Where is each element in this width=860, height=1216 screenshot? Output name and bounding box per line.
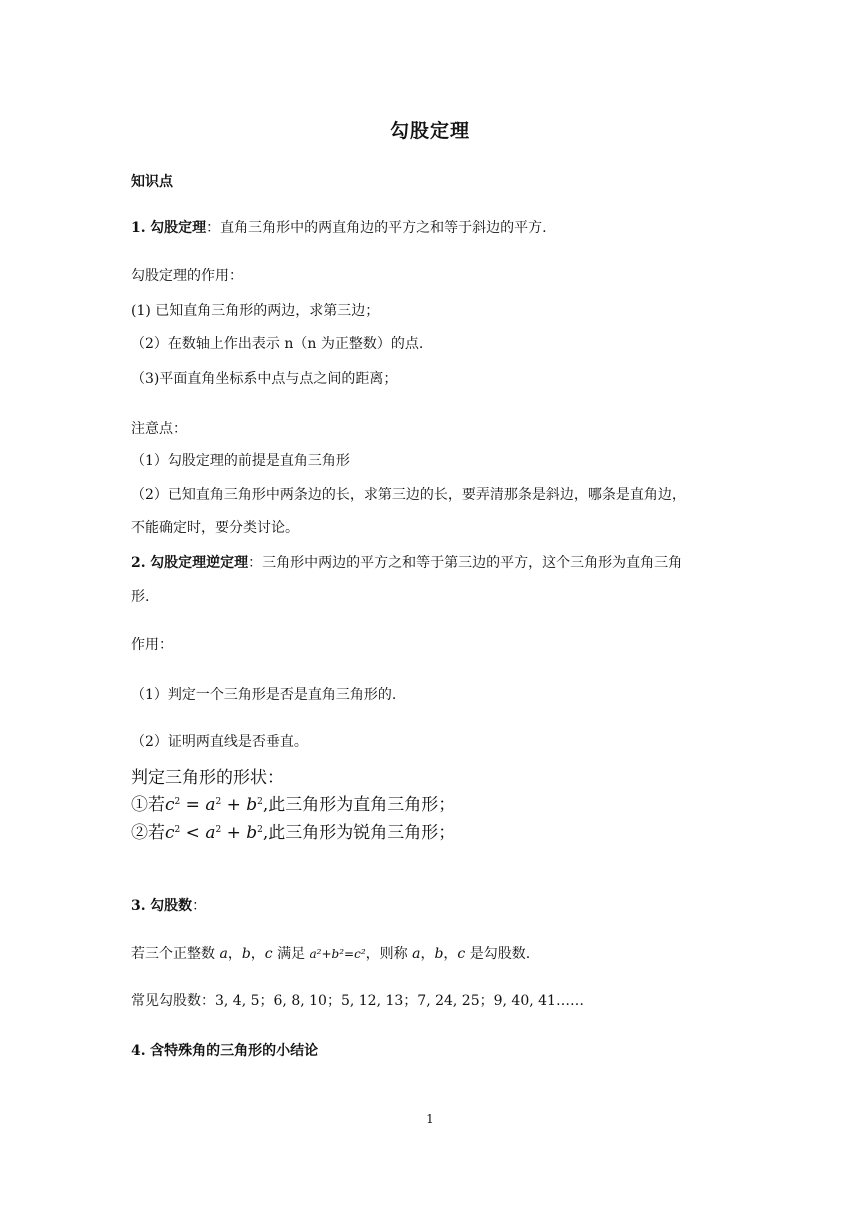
section-heading: 知识点: [131, 174, 173, 190]
item1-line: [131, 218, 547, 238]
item4-number: 4.: [131, 1043, 146, 1059]
uses-heading: 勾股定理的作用：: [131, 268, 243, 284]
item3-line: [131, 896, 206, 916]
item2-line: [131, 553, 682, 573]
effect-heading: 作用：: [131, 637, 173, 653]
pythag-equation: a²+b²=c²: [309, 947, 366, 961]
rule2-mark: ②若: [131, 823, 165, 843]
item2-number: 2.: [131, 555, 146, 571]
item3-number: 3.: [131, 898, 146, 914]
common-pythag-triples: 常见勾股数：3, 4, 5；6, 8, 10；5, 12, 13；7, 24, 25；9, 40, 41……: [131, 993, 584, 1009]
page-number: 1: [426, 1112, 434, 1126]
use-item-3: （3)平面直角坐标系中点与点之间的距离；: [131, 371, 398, 387]
notes-heading: 注意点：: [131, 421, 187, 437]
item1-text: ：直角三角形中的两直角边的平方之和等于斜边的平方.: [206, 220, 547, 236]
item3-term: 勾股数: [150, 898, 193, 914]
effect-item-1: （1）判定一个三角形是否是直角三角形的.: [131, 687, 397, 703]
note-item-2-cont: 不能确定时，要分类讨论。: [131, 520, 299, 536]
page-title: 勾股定理: [389, 120, 470, 142]
item1-term: 勾股定理: [150, 220, 207, 236]
item2-text: ：三角形中两边的平方之和等于第三边的平方，这个三角形为直角三角: [248, 555, 683, 571]
note-item-1: （1）勾股定理的前提是直角三角形: [131, 453, 350, 469]
use-item-2: （2）在数轴上作出表示 n（n 为正整数）的点.: [131, 336, 424, 352]
item3-text: ：: [192, 898, 207, 914]
effect-item-2: （2）证明两直线是否垂直。: [131, 734, 308, 750]
item2-term: 勾股定理逆定理: [150, 555, 249, 571]
shape-heading: 判定三角形的形状：: [131, 768, 284, 788]
rule1-mark: ①若: [131, 795, 165, 815]
shape-rule-1: ①若$c^2 = a^2 + b^2$,此三角形为直角三角形；: [131, 795, 456, 815]
use-item-1: (1) 已知直角三角形的两边，求第三边；: [131, 303, 380, 319]
item4-line: [131, 1041, 318, 1061]
rule1-tail: ,此三角形为直角三角形；: [262, 795, 456, 815]
item1-number: 1.: [131, 220, 146, 236]
item4-term: 含特殊角的三角形的小结论: [150, 1043, 319, 1059]
item2-text-cont: 形.: [131, 589, 150, 605]
shape-rule-2: ②若$c^2 < a^2 + b^2$,此三角形为锐角三角形；: [131, 823, 456, 843]
rule2-tail: ,此三角形为锐角三角形；: [262, 823, 456, 843]
note-item-2: （2）已知直角三角形中两条边的长，求第三边的长，要弄清那条是斜边，哪条是直角边，: [131, 487, 686, 503]
pythag-definition: 若三个正整数 a，b，c 满足 a²+b²=c²，则称 a，b，c 是勾股数.: [131, 946, 531, 962]
